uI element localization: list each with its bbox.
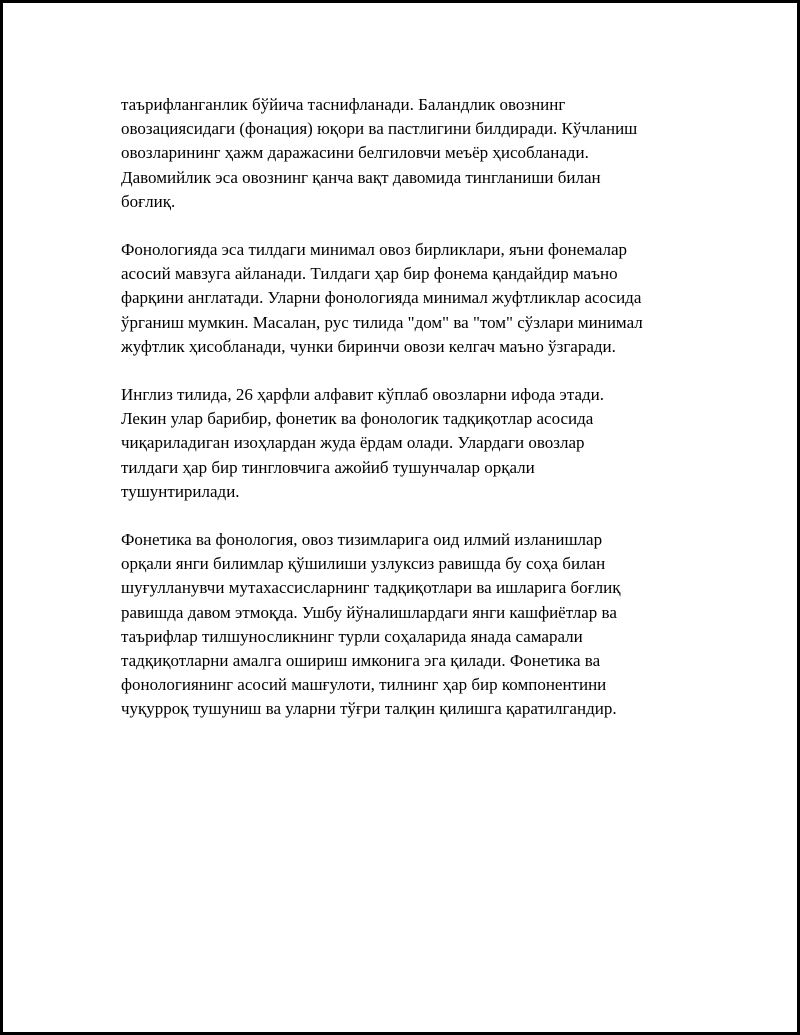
text-line: орқали янги билимлар қўшилиши узлуксиз равишда бу соҳа билан xyxy=(121,554,606,574)
text-line: шуғулланувчи мутахассисларнинг тадқиқотлари ва ишларига боғлиқ xyxy=(121,578,621,598)
text-line: Фонологияда эса тилдаги минимал овоз бирликлари, яъни фонемалар xyxy=(121,240,628,260)
text-line: равишда давом этмоқда. Ушбу йўналишлардаги янги кашфиётлар ва xyxy=(121,602,617,622)
text-line: асосий мавзуга айланади. Тилдаги ҳар бир фонема қандайдир маъно xyxy=(121,264,618,284)
text-line: ўрганиш мумкин. Масалан, рус тилида "дом" ва "том" сўзлари минимал xyxy=(121,312,643,332)
text-line: тадқиқотларни амалга ошириш имконига эга қилади. Фонетика ва xyxy=(121,651,601,671)
text-line: овозациясидаги (фонация) юқори ва пастлигини билдиради. Кўчланиш xyxy=(121,119,638,139)
text-line: Фонетика ва фонология, овоз тизимларига оид илмий изланишлар xyxy=(121,530,603,550)
text-line: таърифлар тилшуносликнинг турли соҳаларида янада самарали xyxy=(121,626,583,646)
text-line: чиқариладиган изоҳлардан жуда ёрдам олади. Улардаги овозлар xyxy=(121,433,585,453)
text-line: фонологиянинг асосий машғулоти, тилнинг ҳар бир компонентини xyxy=(121,675,607,695)
text-line: фарқини англатади. Уларни фонологияда минимал жуфтликлар асосида xyxy=(121,288,642,308)
paragraph-2 xyxy=(121,238,711,359)
text-line: Лекин улар барибир, фонетик ва фонологик тадқиқотлар асосида xyxy=(121,409,594,429)
text-line: боғлиқ. xyxy=(121,191,176,211)
text-line: Давомийлик эса овознинг қанча вақт давомида тингланиши билан xyxy=(121,167,601,187)
text-line: таърифланганлик бўйича таснифланади. Баландлик овознинг xyxy=(121,95,566,114)
paragraph-1 xyxy=(121,93,711,214)
text-line: овозларининг ҳажм даражасини белгиловчи меъёр ҳисобланади. xyxy=(121,143,589,163)
text-line: Инглиз тилида, 26 ҳарфли алфавит кўплаб овозларни ифода этади. xyxy=(121,385,605,405)
text-line: чуқурроқ тушуниш ва уларни тўғри талқин қилишга қаратилгандир. xyxy=(121,699,617,719)
text-line: жуфтлик ҳисобланади, чунки биринчи овози келгач маъно ўзгаради. xyxy=(121,336,616,356)
paragraph-3 xyxy=(121,383,711,504)
text-line: тушунтирилади. xyxy=(121,481,240,501)
paragraph-4 xyxy=(121,528,711,722)
text-line: тилдаги ҳар бир тингловчига ажойиб тушунчалар орқали xyxy=(121,457,535,477)
document-body xyxy=(121,93,711,746)
